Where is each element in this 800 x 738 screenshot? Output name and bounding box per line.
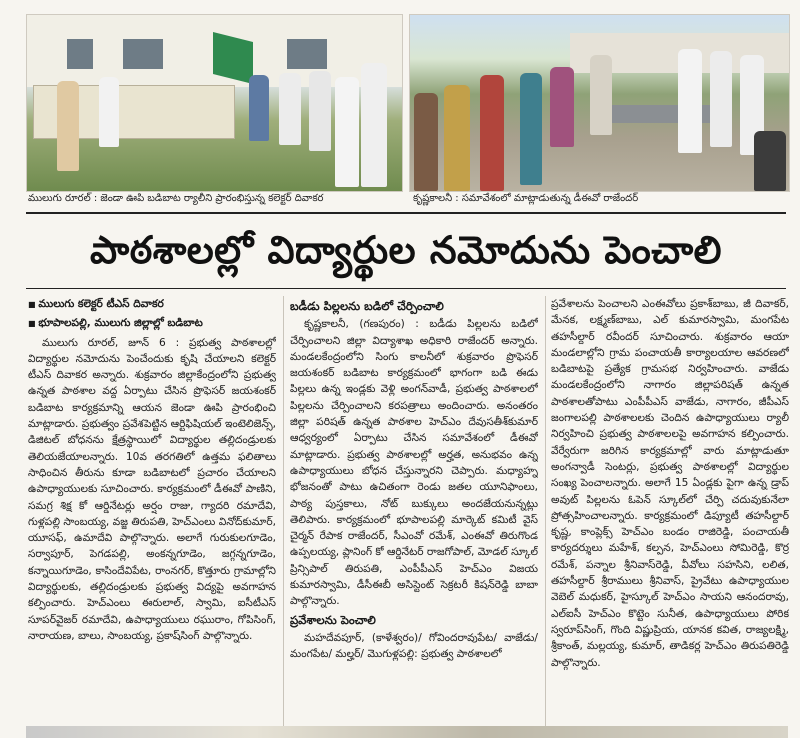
article-paragraph: కృష్ణకాలనీ, (గణపురం) : బడీడు పిల్లలను బడిలో చేర్పించాలని జిల్లా విద్యాశాఖ అధికారి రాజేందర్ అన్నారు. మండలకేంద్రంలోని సింగు కాలనీలో శుక్రవారం ప్రొఫెసర్ జయశంకర్ బడిబాట కార్యక్రమంలో భాగంగా బడి ఈడు పిల్లలు ఉన్న ఇండ్లకు వెళ్లి అంగన్‌వాడీ, ప్రభుత్వ పాఠశాలలో పిల్లలను చేర్పించాలని కరపత్రాలు అందించారు. అనంతరం జిల్లా పరిషత్ ఉన్నత పాఠశాల హెచ్ఎం దేవుసతీశ్‌కుమార్ ఆధ్వర్యంలో ఏర్పాటు చేసిన సమావేశంలో డీఈవో మాట్లాడారు. ప్రభుత్వ పాఠశాలల్లో అర్హత, అనుభవం ఉన్న ఉపాధ్యాయులు బోధన చేస్తున్నారని చెప్పారు. మధ్యాహ్న భోజనంతో పాటు ఉచితంగా రెండు జతల యూనిఫాంలు, పాఠ్య పుస్తకాలు, నోట్ బుక్కులు అందజేయనున్నట్లు తెలిపారు. కార్యక్రమంలో భూపాలపల్లి మార్కెట్ కమిటీ వైస్ చైర్మన్ రేపాక రాజేందర్, సీఎంవో రమేశ్, ఎంఈవో తిరుగొండ ఉప్పలయ్య, ప్లానింగ్ కో ఆర్డినేటర్ రాజగోపాల్, మోడల్ స్కూల్ ప్రిన్సిపాల్ తిరుపతి, ఎంపీపీఎస్ హెచ్ఎం విజయ కుమారస్వామి, డీసీఈబీ అసిస్టెంట్ సెక్రటరీ కిషన్‌రెడ్డి బాబా పాల్గొన్నారు. [290,318,538,608]
photo-rally [26,14,403,192]
article-paragraph: ములుగు రూరల్, జూన్ 6 : ప్రభుత్వ పాఠశాలల్లో విద్యార్థుల నమోదును పెంచేందుకు కృషి చేయాలని కలెక్టర్ టీఎస్ దివాకర అన్నారు. శుక్రవారం జిల్లాకేంద్రంలోని ప్రభుత్వ ఉన్నత పాఠశాల వద్ద ఏర్పాటు చేసిన ప్రొఫెసర్ జయశంకర్ బడిబాట కార్యక్రమాన్ని ఆయన జెండా ఊపి ప్రారంభించి మాట్లాడారు. ప్రభుత్వం ప్రవేశపెట్టిన ఆర్టిఫిషియల్ ఇంటెలిజెన్స్, డిజిటల్ బోధనను క్షేత్రస్థాయిలో విద్యార్థుల తల్లిదండ్రులకు తెలియజేయాలన్నారు. 10వ తరగతిలో ఉత్తమ ఫలితాలు సాధించిన తీరును కూడా బడిబాటలో ప్రచారం చేయాలని ఉపాధ్యాయులకు సూచించారు. కార్యక్రమంలో డీఈవో పాణిని, సమగ్ర శిక్ష కో ఆర్డినేటర్లు అర్షం రాజు, గ్యాదరి రమాదేవి, గుళ్లపల్లి సాంబయ్య, వజ్జ తిరుపతి, హెచ్ఎంలు వినోద్‌కుమార్, యూసఫ్, ఉమాదేవి పాల్గొన్నారు. అలాగే గురుకులగూడెం, సర్వాపూర్, పెగడపల్లి, అంకన్నగూడెం, జగ్గన్నగూడెం, కన్నాయిగూడెం, కాసిందేవిపేట, రాంనగర్, కొత్తూరు గ్రామాల్లోని విద్యార్థులకు, తల్లిదండ్రులకు ప్రభుత్వ విద్యపై అవగాహన కల్పించారు. హెచ్ఎంలు ఈరులాల్, స్వామి, ఐసీటీఎస్ సూపర్‌వైజర్ రమాదేవి, ఉపాధ్యాయులు రఘురాం, గోపిసింగ్, నారాయణ, బాలు, సాంబయ్య, ప్రకాష్‌సింగ్ పాల్గొన్నారు. [28,336,276,642]
person [550,67,574,147]
headline: పాఠశాలల్లో విద్యార్థుల నమోదును పెంచాలి [90,228,722,272]
person [57,81,79,171]
article-column-3 [551,296,789,734]
section-subhead: ప్రవేశాలను పెంచాలి [290,612,376,627]
person [99,77,119,147]
photo-caption-right: కృష్ణకాలనీ : సమావేశంలో మాట్లాడుతున్న డీఈవో రాజేందర్ [413,193,639,204]
child [444,85,470,191]
article-paragraph: మహదేవపూర్, (కాళేశ్వరం)/ గోవిందరావుపేట/ వాజేడు/ మంగపేట/ మల్హర్/ మొగుళ్లపల్లి: ప్రభుత్వ పాఠశాలలో [290,631,538,661]
person [361,63,387,187]
subhead-bullet: ■ భూపాలపల్లి, ములుగు జిల్లాల్లో బడిబాట [28,315,276,332]
person [710,51,732,147]
child [754,131,786,191]
child [520,73,542,185]
rule-bottom [26,288,786,289]
photo-meeting [409,14,790,192]
article-column-1 [28,296,276,734]
section-subhead: బడీడు పిల్లలను బడిలో చేర్పించాలి [290,299,444,313]
building-window [287,39,327,69]
rule-top [26,212,786,214]
deo-figure [678,49,702,153]
column-divider [283,296,284,730]
article-column-2 [290,296,538,734]
subhead-bullet: ■ ములుగు కలెక్టర్ టీఎస్ దివాకర [28,296,276,313]
person [590,55,612,135]
article-paragraph: ప్రవేశాలను పెంచాలని ఎంఈవోలు ప్రకాశ్‌బాబు, జీ దివాకర్, మేనక, లక్ష్మణ్‌బాబు, ఎల్ కుమారస్వామి, మంగపేట తహసీల్దార్ రవీందర్ సూచించారు. శుక్రవారం ఆయా మండలాల్లోని గ్రామ పంచాయతీ కార్యాలయాల ఆవరణలో బడిబాటపై ప్రత్యేక గ్రామసభ నిర్వహించారు. వాజేడు మండలకేంద్రంలోని నాగారం జిల్లాపరిషత్ ఉన్నత పాఠశాలతోపాటు ఎంపీపీఎస్ వాజేడు, నాగారం, జీపీఎస్ జంగాలపల్లి పాఠశాలలకు చెందిన ఉపాధ్యాయులు ర్యాలీ నిర్వహించి ప్రభుత్వ పాఠశాలలపై అవగాహన కల్పించారు. వేర్వేరుగా జరిగిన కార్యక్రమాల్లో వారు మాట్లాడుతూ అంగన్వాడీ సెంటర్లు, ప్రభుత్వ పాఠశాలల్లో విద్యార్థుల సంఖ్య పెంచాలన్నారు. అలాగే 15 ఏండ్లకు పైగా ఉన్న డ్రాప్ అవుట్ పిల్లలను ఓపెన్ స్కూల్‌లో చేర్పి చదువుకునేలా ప్రోత్సహించాలన్నారు. కార్యక్రమంలో డిప్యూటీ తహసీల్దార్ కృష్ణ, కాంప్లెక్స్ హెచ్ఎం బండం రాజిరెడ్డి, పంచాయతీ కార్యదర్శులు మహేశ్, కల్పన, హెచ్ఎంలు సోమిరెడ్డి, కొర్ర రమేశ్, పన్నాల శ్రీనివాస్‌రెడ్డి, వీవోలు సహసిని, లలిత, తహసీల్దార్ శ్రీరాములు శ్రీనివాస్, ప్రైవేటు ఉపాధ్యాయుల వెబెల్ మధుకర్, హైస్కూల్ హెచ్ఎం సాయని ఆనందరావు, ఎల్ఐసీ హెచ్ఎం కొట్టెం సునీత, ఉపాధ్యాయులు పోరిక స్వరూప్‌సింగ్, గొంది విష్ణుప్రియ, యానక కవిత, రాజ్యలక్ష్మి, శ్రీకాంత్, మల్లయ్య, కుమార్, తాడికర్ల హెచ్ఎం తిరుపతిరెడ్డి పాల్గొన్నారు. [551,298,789,669]
person [249,75,269,141]
child [480,75,504,191]
photo-caption-left: ములుగు రూరల్ : జెండా ఊపి బడిబాట ర్యాలీని ప్రారంభిస్తున్న కలెక్టర్ దివాకర [28,193,324,204]
child [414,93,438,191]
person [279,73,301,145]
next-article-strip [26,726,788,738]
building-window [67,39,93,69]
column-divider [545,296,546,730]
person [309,71,331,151]
building-window [123,39,163,69]
collector-figure [335,77,359,187]
table [606,105,726,123]
